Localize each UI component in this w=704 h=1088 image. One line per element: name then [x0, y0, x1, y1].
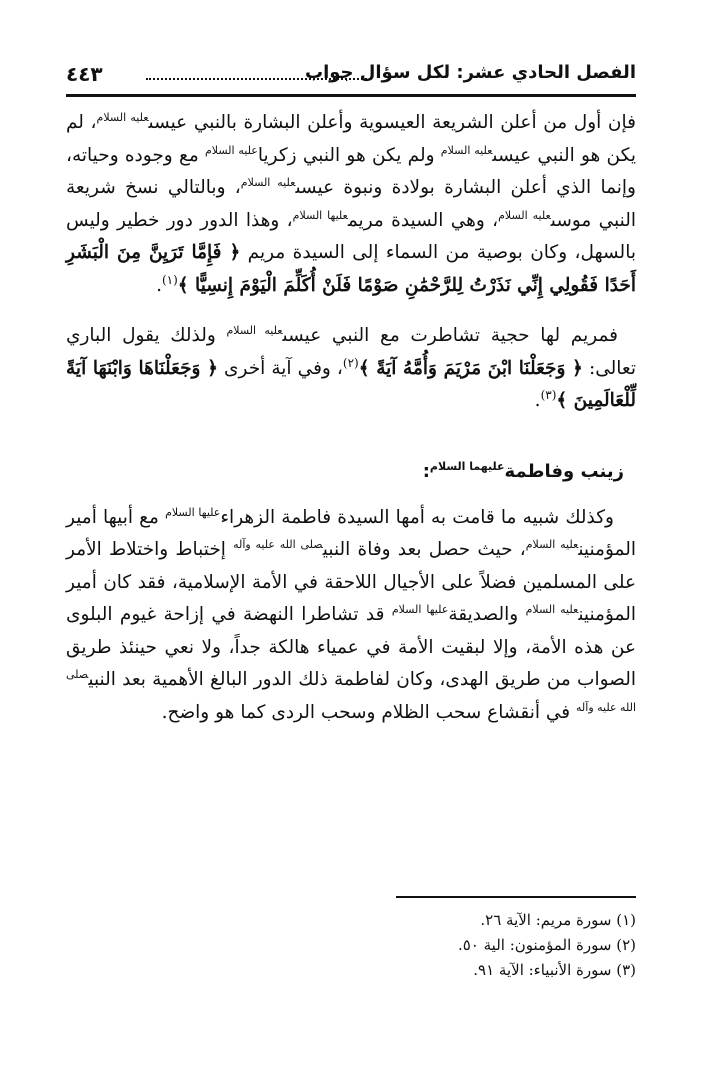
page-number: ٤٤٣: [66, 62, 103, 86]
honorific: عليه السلام: [240, 175, 296, 189]
running-header: [66, 58, 636, 97]
quran-verse: ﴿ فَإِمَّا تَرَيِنَّ مِنَ الْبَشَرِ أَحَدًا فَقُولِي إِنِّي نَذَرْتُ لِلرَّحْمَٰنِ صَوْمًا فَلَنْ أُكَلِّمَ الْيَوْمَ إِنسِيًّا ﴾: [66, 242, 636, 296]
text-run: في أنقشاع سحب الظلام وسحب الردى كما هو واضح.: [161, 701, 577, 723]
honorific: عليها السلام: [165, 505, 221, 519]
honorific: صلى الله عليه وآله: [233, 537, 323, 551]
text-run: ، وهذا الدور دور خطير وليس بالسهل، وكان بوصية من السماء إلى السيدة مريم: [66, 209, 636, 263]
footnote-item: (١) سورة مريم: الآية ٢٦.: [480, 911, 636, 929]
heading-colon: :: [422, 460, 430, 482]
footnotes-list: [66, 908, 636, 983]
honorific: عليه السلام: [498, 208, 551, 222]
heading-text: زينب وفاطمة: [504, 460, 624, 482]
text-run: ولم يكن هو النبي زكريا: [257, 144, 441, 166]
honorific: عليه السلام: [204, 143, 258, 157]
text-run: ، حيث حصل بعد وفاة النبي: [322, 539, 526, 560]
honorific: عليه السلام: [525, 602, 579, 616]
honorific: عليه السلام: [226, 323, 283, 337]
honorific: عليه السلام: [525, 537, 579, 551]
footnote-reference: (٣): [540, 387, 557, 402]
text-run: وكذلك شبيه ما قامت به أمها السيدة فاطمة الزهراء: [220, 506, 614, 528]
quran-verse: ﴿ وَجَعَلْنَاهَا وَابْنَهَا آيَةً لِّلْعَالَمِينَ ﴾: [66, 357, 636, 411]
text-run: ، وبالتالي نسخ شريعة النبي موسى: [66, 177, 636, 231]
text-run: ، لم يكن هو النبي عيسى: [66, 112, 636, 166]
text-run: ، وفي آية أخرى: [217, 357, 343, 379]
text-run: .: [156, 274, 162, 296]
text-run: .: [534, 390, 541, 411]
header-leader-dots: [146, 78, 371, 80]
honorific: عليها السلام: [292, 208, 348, 222]
honorific: عليه السلام: [440, 143, 493, 157]
footnote-item: (٣) سورة الأنبياء: الآية ٩١.: [473, 961, 636, 979]
text-run: والصديقة: [448, 604, 526, 625]
footnote-separator: [396, 896, 636, 898]
footnote-item: (٢) سورة المؤمنون: الية ٥٠.: [457, 936, 636, 954]
section-heading: [66, 458, 624, 486]
text-run: إختباط واختلاط الأمر على المسلمين فضلاً على الأجيال اللاحقة في الأمة الإسلامية، فقد كان أمير المؤمنين: [66, 539, 636, 625]
text-run: قد تشاطرا النهضة في إزاحة غيوم البلوى عن هذه الأمة، وإلا لبقيت الأمة في عمياء هالكة جداً، ولا نعي حينئذ طريق الصواب من طريق الهدى، وكان لفاطمة ذلك الدور البالغ الأهمية بعد النبي: [66, 604, 636, 690]
footnote-reference: (١): [161, 272, 178, 287]
honorific: عليه السلام: [96, 110, 149, 124]
honorific: عليهما السلام: [429, 459, 505, 473]
honorific: عليها السلام: [391, 602, 449, 616]
text-run: ولذلك يقول الباري تعالى:: [66, 325, 636, 379]
text-run: مع وجوده وحياته، وإنما الذي أعلن البشارة بولادة ونبوة عيسى: [66, 144, 636, 198]
text-run: فمريم لها حجية تشاطرت مع النبي عيسى: [282, 325, 618, 346]
text-run: مع أبيها أمير المؤمنين: [66, 506, 636, 560]
text-run: ، وهي السيدة مريم: [347, 209, 499, 231]
paragraph-maryam: [66, 107, 636, 302]
honorific: صلى الله عليه وآله: [66, 667, 636, 714]
chapter-title: الفصل الحادي عشر: لكل سؤال جواب: [304, 62, 636, 83]
footnote-reference: (٢): [342, 355, 359, 370]
paragraph-hujjiya: [66, 320, 636, 418]
paragraph-fatima: [66, 502, 636, 730]
quran-verse: ﴿ وَجَعَلْنَا ابْنَ مَرْيَمَ وَأُمَّهُ آيَةً ﴾: [358, 357, 583, 379]
book-page: [66, 58, 636, 1038]
text-run: فإن أول من أعلن الشريعة العيسوية وأعلن البشارة بالنبي عيسى: [148, 112, 636, 133]
